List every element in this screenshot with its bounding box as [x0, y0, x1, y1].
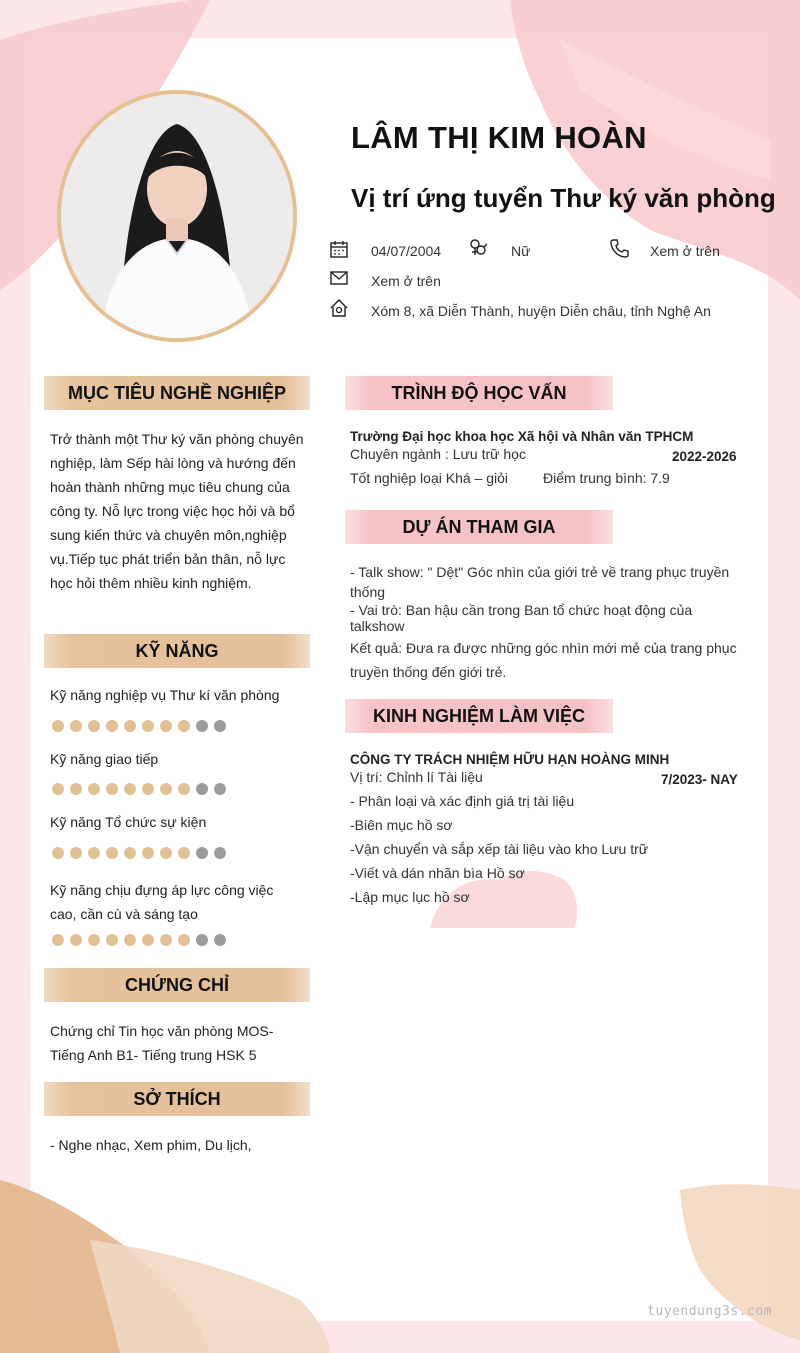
rating-dot-filled [142, 783, 154, 795]
gender-icon [468, 238, 488, 258]
objective-line: công ty. Nỗ lực trong việc học hỏi và bổ [50, 503, 295, 519]
project-line: truyền thống đến giới trẻ. [350, 664, 507, 680]
rating-dot-empty [214, 934, 226, 946]
rating-dot-filled [106, 783, 118, 795]
skill-rating [52, 847, 226, 859]
duty-line: -Lập mục lục hồ sơ [350, 889, 470, 905]
rating-dot-filled [178, 783, 190, 795]
rating-dot-filled [124, 783, 136, 795]
watermark: tuyendung3s.com [647, 1304, 772, 1319]
avatar [57, 90, 297, 342]
rating-dot-filled [88, 720, 100, 732]
skill-rating [52, 720, 226, 732]
duty-line: -Vận chuyển và sắp xếp tài liệu vào kho Lưu trữ [350, 841, 649, 857]
certificate-line: Tiếng Anh B1- Tiếng trung HSK 5 [50, 1047, 257, 1063]
project-line: talkshow [350, 618, 405, 634]
rating-dot-filled [160, 934, 172, 946]
rating-dot-filled [106, 720, 118, 732]
section-heading-hobbies: SỞ THÍCH [44, 1082, 310, 1116]
rating-dot-filled [88, 783, 100, 795]
objective-line: sung kiến thức và chuyên môn,nghiệp [50, 527, 287, 543]
rating-dot-empty [196, 720, 208, 732]
experience-period: 7/2023- NAY [661, 772, 738, 787]
duty-line: -Viết và dán nhãn bìa Hồ sơ [350, 865, 525, 881]
objective-line: học hỏi thêm nhiều kinh nghiệm. [50, 575, 252, 591]
section-heading-certificates: CHỨNG CHỈ [44, 968, 310, 1002]
rating-dot-filled [142, 934, 154, 946]
projects-text [350, 562, 750, 684]
rating-dot-empty [196, 783, 208, 795]
rating-dot-filled [88, 934, 100, 946]
rating-dot-filled [70, 783, 82, 795]
section-heading-skills: KỸ NĂNG [44, 634, 310, 668]
project-line: - Talk show: " Dệt" Góc nhìn của giới trẻ về trang phục truyền [350, 564, 730, 580]
skill-label-line: cao, cần cù và sáng tạo [50, 906, 198, 922]
rating-dot-filled [178, 934, 190, 946]
rating-dot-empty [214, 847, 226, 859]
rating-dot-filled [70, 847, 82, 859]
calendar-icon [329, 239, 349, 259]
dob-value: 04/07/2004 [371, 243, 442, 259]
rating-dot-empty [214, 720, 226, 732]
applied-position: Vị trí ứng tuyển Thư ký văn phòng [351, 183, 776, 213]
rating-dot-filled [178, 847, 190, 859]
rating-dot-filled [124, 720, 136, 732]
objective-text [50, 427, 310, 595]
certificates-text [50, 1019, 273, 1067]
project-line: Kết quả: Đưa ra được những góc nhìn mới mẻ của trang phục [350, 640, 737, 656]
hobbies-text: - Nghe nhạc, Xem phim, Du lịch, [50, 1137, 252, 1153]
certificate-line: Chứng chỉ Tin học văn phòng MOS- [50, 1023, 274, 1039]
rating-dot-filled [106, 934, 118, 946]
rating-dot-filled [70, 720, 82, 732]
phone-icon [609, 238, 629, 258]
skill-label: Kỹ năng nghiệp vụ Thư kí văn phòng [50, 687, 280, 703]
rating-dot-filled [160, 720, 172, 732]
home-location-icon [329, 298, 349, 318]
rating-dot-filled [142, 847, 154, 859]
rating-dot-filled [88, 847, 100, 859]
rating-dot-filled [52, 720, 64, 732]
rating-dot-filled [160, 847, 172, 859]
skill-label: Kỹ năng Tổ chức sự kiện [50, 814, 207, 830]
duty-line: - Phân loại và xác định giá trị tài liệu [350, 793, 575, 809]
address-value: Xóm 8, xã Diễn Thành, huyện Diễn châu, tỉnh Nghệ An [371, 303, 711, 319]
job-duties [350, 789, 648, 909]
rating-dot-filled [178, 720, 190, 732]
skill-label-line: Kỹ năng chịu đựng áp lực công việc [50, 882, 274, 898]
duty-line: -Biên mục hồ sơ [350, 817, 453, 833]
gender-value: Nữ [511, 243, 531, 259]
rating-dot-filled [124, 847, 136, 859]
rating-dot-filled [106, 847, 118, 859]
skill-label: Kỹ năng giao tiếp [50, 751, 159, 767]
rating-dot-filled [70, 934, 82, 946]
section-heading-education: TRÌNH ĐỘ HỌC VẤN [345, 376, 613, 410]
profile-photo [61, 94, 293, 338]
objective-line: vụ.Tiếp tục phát triển bản thân, nỗ lực [50, 551, 286, 567]
rating-dot-empty [214, 783, 226, 795]
rating-dot-filled [52, 847, 64, 859]
skill-rating [52, 934, 226, 946]
objective-line: hoàn thành những mục tiêu chung của [50, 479, 290, 495]
rating-dot-filled [142, 720, 154, 732]
rating-dot-filled [52, 934, 64, 946]
education-period: 2022-2026 [672, 449, 737, 464]
graduation-grade: Tốt nghiệp loại Khá – giỏi [350, 470, 508, 486]
section-heading-experience: KINH NGHIỆM LÀM VIỆC [345, 699, 613, 733]
rating-dot-filled [52, 783, 64, 795]
skill-label [50, 878, 273, 926]
candidate-name: LÂM THỊ KIM HOÀN [351, 120, 647, 155]
gpa: Điểm trung bình: 7.9 [543, 470, 670, 486]
project-line: thống [350, 584, 386, 600]
email-value: Xem ở trên [371, 273, 441, 289]
job-role: Vị trí: Chỉnh lí Tài liệu [350, 769, 483, 785]
rating-dot-filled [124, 934, 136, 946]
phone-value: Xem ở trên [650, 243, 720, 259]
section-heading-objective: MỤC TIÊU NGHỀ NGHIỆP [44, 376, 310, 410]
company-name: CÔNG TY TRÁCH NHIỆM HỮU HẠN HOÀNG MINH [350, 752, 670, 767]
skill-rating [52, 783, 226, 795]
rating-dot-empty [196, 847, 208, 859]
section-heading-projects: DỰ ÁN THAM GIA [345, 510, 613, 544]
email-icon [329, 268, 349, 288]
objective-line: nghiệp, làm Sếp hài lòng và hướng đến [50, 455, 296, 471]
rating-dot-empty [196, 934, 208, 946]
project-line: - Vai trò: Ban hậu cần trong Ban tổ chức hoạt động của [350, 602, 693, 618]
school-name: Trường Đại học khoa học Xã hội và Nhân văn TPHCM [350, 429, 694, 444]
objective-line: Trở thành một Thư ký văn phòng chuyên [50, 431, 304, 447]
major: Chuyên ngành : Lưu trữ học [350, 446, 526, 462]
rating-dot-filled [160, 783, 172, 795]
